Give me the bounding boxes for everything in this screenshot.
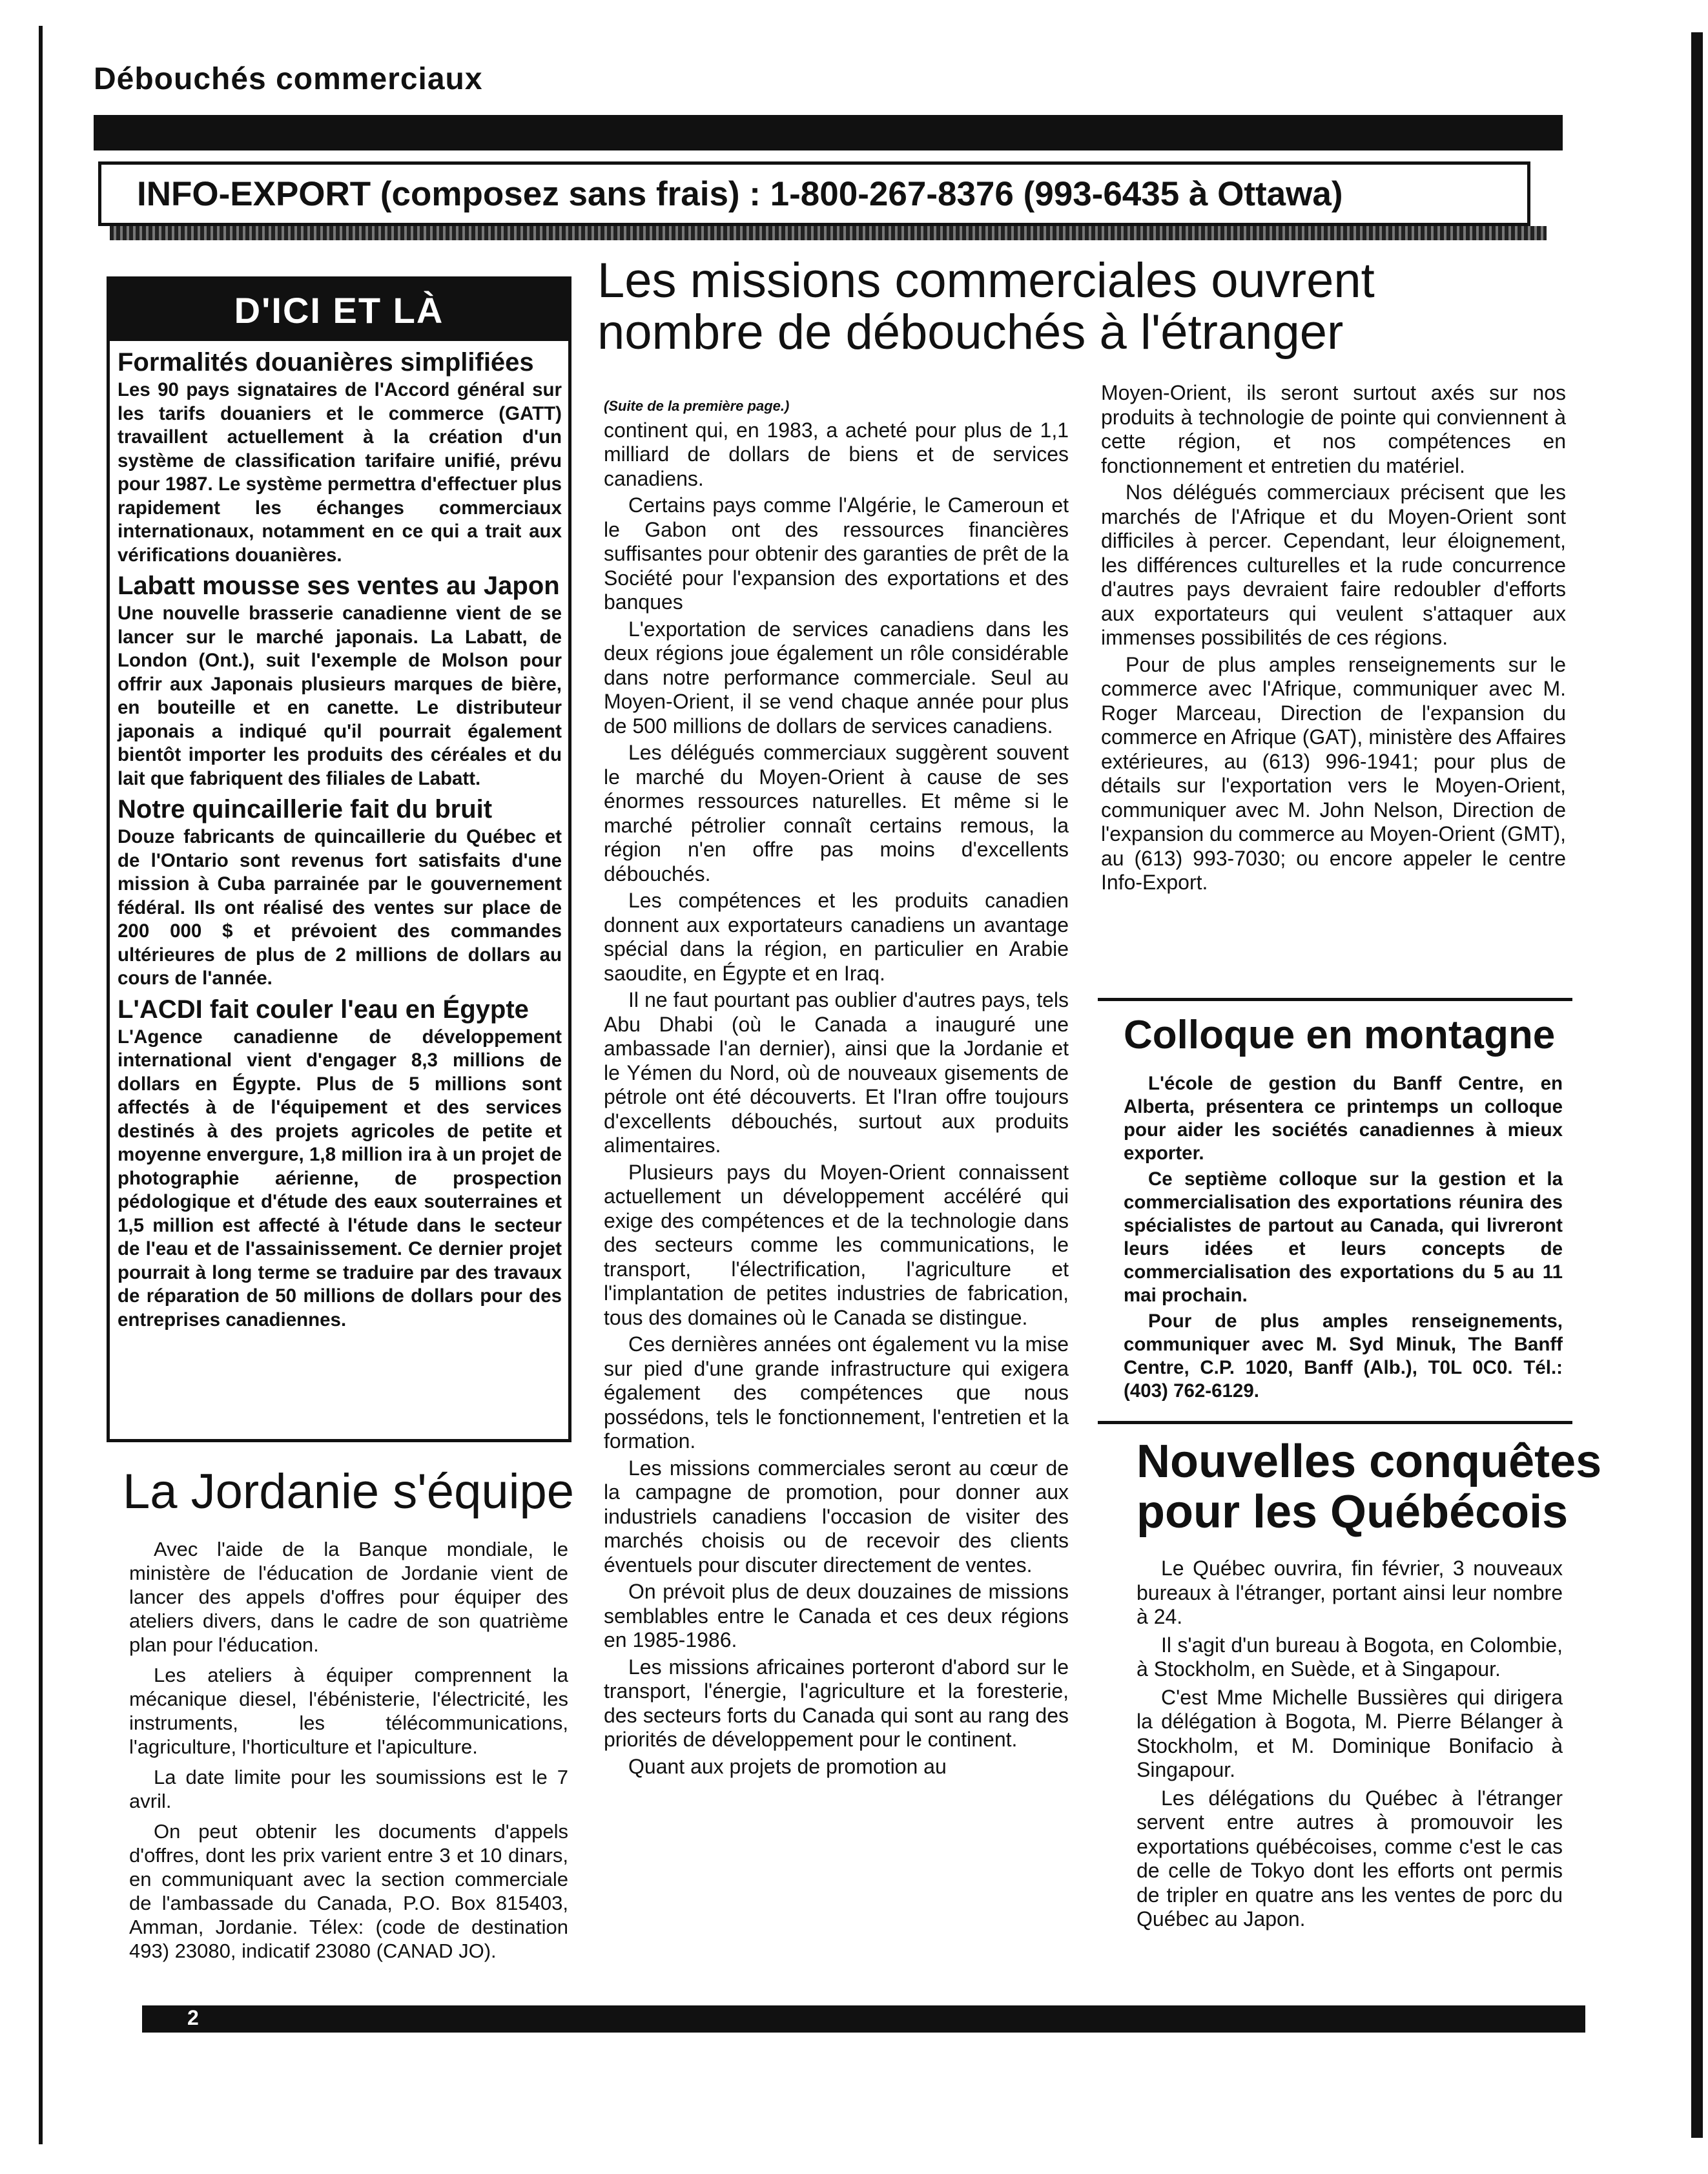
header-rule xyxy=(94,115,1563,150)
dici-story xyxy=(118,995,562,1332)
paragraph: L'école de gestion du Banff Centre, en Alberta, présentera ce printemps un colloque pour aider les sociétés canadiennes à mieux exporter. xyxy=(1124,1073,1563,1164)
paragraph: Les missions africaines porteront d'abord sur le transport, l'énergie, l'agriculture et la foresterie, des secteurs forts du Canada qui sont au rang des priorités de développement pour le continent. xyxy=(604,1655,1069,1751)
paragraph: Avec l'aide de la Banque mondiale, le ministère de l'éducation de Jordanie vient de lancer des appels d'offres pour équiper des ateliers divers, dans le cadre de son quatrième plan pour l'éducation. xyxy=(129,1538,568,1656)
story-text: L'Agence canadienne de développement international vient d'engager 8,3 millions de dollars en Égypte. Plus de 5 millions sont affectés à de l'équipement et des services destinés à des projets agricoles de petite et moyenne envergure, 1,8 million ira à un projet de photographie aérienne, de prospection pédologique et d'étude des eaux souterraines et 1,5 million est affecté à l'étude dans le secteur de l'eau et de l'assainissement. Ce dernier projet pourrait à long terme se traduire par des travaux de réparation de 50 millions de dollars pour des entreprises canadiennes. xyxy=(118,1026,562,1330)
paragraph: Moyen-Orient, ils seront surtout axés sur nos produits à technologie de pointe qui conviennent à cette région, et nos compétences en fonctionnement et entretien du matériel. xyxy=(1101,381,1566,477)
info-export-text: INFO-EXPORT (composez sans frais) : 1-800-267-8376 (993-6435 à Ottawa) xyxy=(137,174,1343,213)
paragraph: Il ne faut pourtant pas oublier d'autres pays, tels Abu Dhabi (où le Canada a inauguré une ambassade l'an dernier), ainsi que la Jordanie et le Yémen du Nord, où de nouveaux gisements de pétrole ont été découverts. Et l'Iran offre toujours d'excellents débouchés, surtout aux produits alimentaires. xyxy=(604,988,1069,1157)
dici-story xyxy=(118,347,562,567)
story-heading: L'ACDI fait couler l'eau en Égypte xyxy=(118,995,529,1024)
paragraph: C'est Mme Michelle Bussières qui dirigera la délégation à Bogota, M. Pierre Bélanger à Stockholm, et M. Dominique Bonifacio à Singapour. xyxy=(1137,1685,1563,1781)
continuation-note: (Suite de la première page.) xyxy=(604,398,790,414)
paragraph: Pour de plus amples renseignements sur le commerce avec l'Afrique, communiquer avec M. Roger Marceau, Direction de l'expansion du commerce en Afrique (GAT), ministère des Affaires extérieures, au (613) 996-1941; pour plus de détails sur l'exportation vers le Moyen-Orient, communiquer avec M. John Nelson, Direction de l'expansion du commerce au Moyen-Orient (GMT), au (613) 993-7030; ou encore appeler le centre Info-Export. xyxy=(1101,652,1566,894)
story-heading: Labatt mousse ses ventes au Japon xyxy=(118,572,560,600)
paragraph: Les délégués commerciaux suggèrent souvent le marché du Moyen-Orient à cause de ses énormes ressources naturelles. Et même si le marché pétrolier connaît certains remous, la région n'en offre pas moins d'excellents débouchés. xyxy=(604,741,1069,885)
page-number: 2 xyxy=(187,2006,199,2029)
story-text: Douze fabricants de quincaillerie du Québec et de l'Ontario sont revenus fort satisfaits d'une mission à Cuba parrainée par le gouvernement fédéral. Ils ont réalisé des ventes sur place de 200 000 $ et prévoient des commandes ultérieures de plus de 2 millions de dollars au cours de l'année. xyxy=(118,826,562,989)
paragraph: La date limite pour les soumissions est le 7 avril. xyxy=(129,1766,568,1812)
paragraph: Pour de plus amples renseignements, communiquer avec M. Syd Minuk, The Banff Centre, C.P. 1020, Banff (Alb.), T0L 0C0. Tél.: (403) 762-6129. xyxy=(1124,1310,1563,1402)
quebec-headline: Nouvelles conquêtes pour les Québécois xyxy=(1137,1436,1602,1538)
paragraph: Plusieurs pays du Moyen-Orient connaissent actuellement un développement accéléré qui exige des compétences et de la technologie dans des secteurs comme les communications, le transport, l'électrification, l'agriculture et l'implantation de petites industries de fabrication, tous des domaines où le Canada se distingue. xyxy=(604,1160,1069,1329)
paragraph: Les délégations du Québec à l'étranger servent entre autres à promouvoir les exportations québécoises, comme c'est le cas de celle de Tokyo dont les efforts ont permis de tripler en quatre ans les ventes de porc du Québec au Japon. xyxy=(1137,1786,1563,1931)
paragraph: Ces dernières années ont également vu la mise sur pied d'une grande infrastructure qui exigera également des compétences que nous possédons, tels le fonctionnement, l'entretien et la formation. xyxy=(604,1332,1069,1453)
banner-shadow xyxy=(110,226,1547,240)
paragraph: Le Québec ouvrira, fin février, 3 nouveaux bureaux à l'étranger, portant ainsi leur nombre à 24. xyxy=(1137,1557,1563,1628)
colloque-headline: Colloque en montagne xyxy=(1124,1013,1556,1057)
dici-et-la-box xyxy=(107,276,571,1442)
story-text: Les 90 pays signataires de l'Accord général sur les tarifs douaniers et le commerce (GATT) travaillent actuellement à la création d'un système de classification tarifaire unifié, prévu pour 1987. Le système permettra d'effectuer plus rapidement les échanges commerciaux internationaux, notamment en ce qui a trait aux vérifications douanières. xyxy=(118,379,562,566)
footer-rule xyxy=(142,2005,1585,2033)
paragraph: continent qui, en 1983, a acheté pour plus de 1,1 milliard de dollars de biens et de services canadiens. xyxy=(604,418,1069,490)
main-headline: Les missions commerciales ouvrent nombre de débouchés à l'étranger xyxy=(597,253,1375,360)
paragraph: L'exportation de services canadiens dans les deux régions joue également un rôle considérable dans notre performance commerciale. Seul au Moyen-Orient, il se vend chaque année pour plus de 500 millions de dollars de services canadiens. xyxy=(604,617,1069,738)
colloque-article xyxy=(1124,1072,1563,1405)
article-divider xyxy=(1098,998,1572,1001)
quebec-article xyxy=(1137,1557,1563,1936)
paragraph: Les compétences et les produits canadien donnent aux exportateurs canadiens un avantage spécial dans la région, en particulier en Arabie saoudite, en Égypte et en Iraq. xyxy=(604,889,1069,985)
dici-et-la-title: D'ICI ET LÀ xyxy=(110,280,568,341)
paragraph: Les ateliers à équiper comprennent la mécanique diesel, l'ébénisterie, l'électricité, les instruments, les télécommunications, l'agriculture, l'horticulture et l'apiculture. xyxy=(129,1664,568,1758)
paragraph: On peut obtenir les documents d'appels d'offres, dont les prix varient entre 3 et 10 dinars, en communiquant avec la section commerciale de l'ambassade du Canada, P.O. Box 815403, Amman, Jordanie. Télex: (code de destination 493) 23080, indicatif 23080 (CANAD JO). xyxy=(129,1820,568,1962)
paragraph: Il s'agit d'un bureau à Bogota, en Colombie, à Stockholm, en Suède, et à Singapour. xyxy=(1137,1633,1563,1681)
jordanie-article xyxy=(129,1537,568,1969)
article-divider xyxy=(1098,1421,1572,1424)
section-title: Débouchés commerciaux xyxy=(94,62,483,96)
paragraph: Certains pays comme l'Algérie, le Cameroun et le Gabon ont des ressources financières suffisantes pour obtenir des garanties de prêt de la Société pour l'expansion des exportations et des banques xyxy=(604,493,1069,614)
paragraph: Quant aux projets de promotion au xyxy=(628,1754,947,1778)
paragraph: On prévoit plus de deux douzaines de missions semblables entre le Canada et ces deux régions en 1985-1986. xyxy=(604,1580,1069,1651)
paragraph: Ce septième colloque sur la gestion et la commercialisation des exportations réunira des spécialistes de partout au Canada, qui livreront leurs idées et leurs concepts de commercialisation des exportations du 5 au 11 mai prochain. xyxy=(1124,1168,1563,1306)
dici-story xyxy=(118,571,562,791)
jordanie-headline: La Jordanie s'équipe xyxy=(123,1464,575,1519)
dici-story xyxy=(118,794,562,991)
paragraph: Les missions commerciales seront au cœur de la campagne de promotion, pour donner aux industriels canadiens l'occasion de visiter des marchés choisis ou de recevoir des clients éventuels pour discuter directement de ventes. xyxy=(604,1456,1069,1577)
missions-column-1 xyxy=(604,394,1069,1781)
info-export-banner xyxy=(98,161,1530,226)
story-text: Une nouvelle brasserie canadienne vient de se lancer sur le marché japonais. La Labatt, de London (Ont.), suit l'exemple de Molson pour offrir aux Japonais plusieurs marques de bière, en bouteille et en canette. Le distributeur japonais a indiqué qu'il pourrait également bientôt importer les produits des céréales et du lait que fabriquent des filiales de Labatt. xyxy=(118,603,562,789)
story-heading: Notre quincaillerie fait du bruit xyxy=(118,795,493,823)
missions-column-2 xyxy=(1101,381,1566,898)
story-heading: Formalités douanières simplifiées xyxy=(118,348,534,377)
paragraph: Nos délégués commerciaux précisent que les marchés de l'Afrique et du Moyen-Orient sont difficiles à percer. Cependant, leur éloignement, les différences culturelles et la rude concurrence d'autres pays devraient faire redoubler d'efforts aux exportateurs qui veulent s'attaquer aux immenses possibilités de ces régions. xyxy=(1101,481,1566,649)
page-edge xyxy=(1691,32,1703,2138)
